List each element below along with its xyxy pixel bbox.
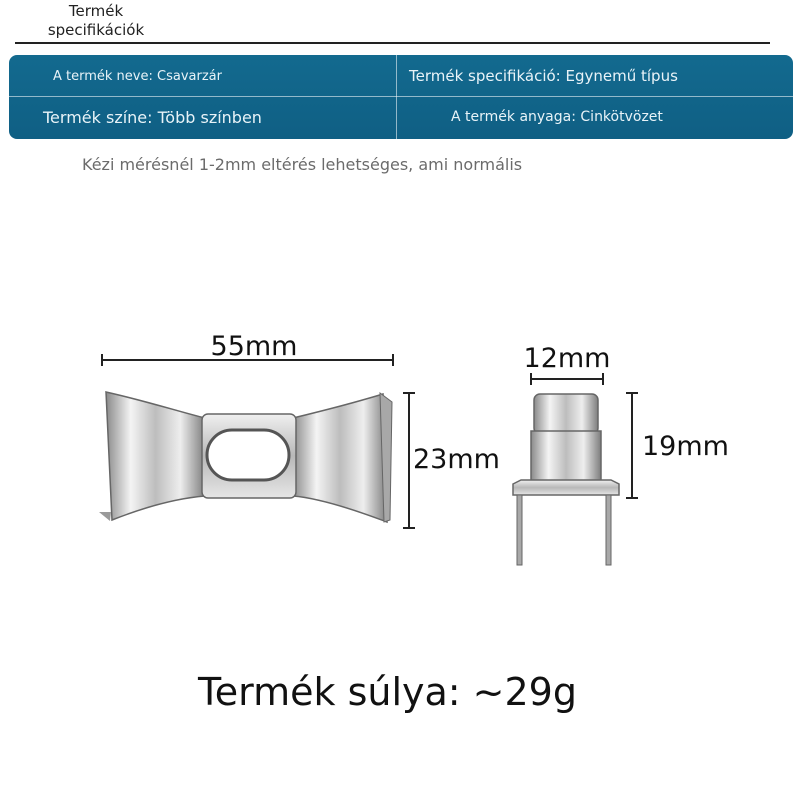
spec-product-spec: Termék specifikáció: Egynemű típus	[409, 67, 678, 85]
bow-width-label: 55mm	[210, 331, 298, 362]
width-dimension-post	[524, 343, 611, 385]
spec-product-material: A termék anyaga: Cinkötvözet	[451, 109, 663, 125]
spec-product-color: Termék színe: Több színben	[43, 107, 262, 127]
measurement-note: Kézi mérésnél 1-2mm eltérés lehetséges, ami normális	[82, 155, 523, 174]
bow-height-label: 23mm	[413, 444, 500, 475]
width-dimension-bow	[102, 331, 393, 366]
section-title: Termék specifikációk	[47, 2, 145, 39]
post-width-label: 12mm	[523, 343, 611, 374]
bow-lock-piece	[99, 392, 392, 522]
post-height-label: 19mm	[642, 431, 729, 462]
product-weight: Termék súlya: ~29g	[198, 670, 577, 714]
post-lock-piece	[513, 394, 619, 565]
height-dimension-post	[626, 393, 729, 498]
spec-product-name: A termék neve: Csavarzár	[53, 68, 222, 84]
height-dimension-bow	[403, 393, 500, 528]
